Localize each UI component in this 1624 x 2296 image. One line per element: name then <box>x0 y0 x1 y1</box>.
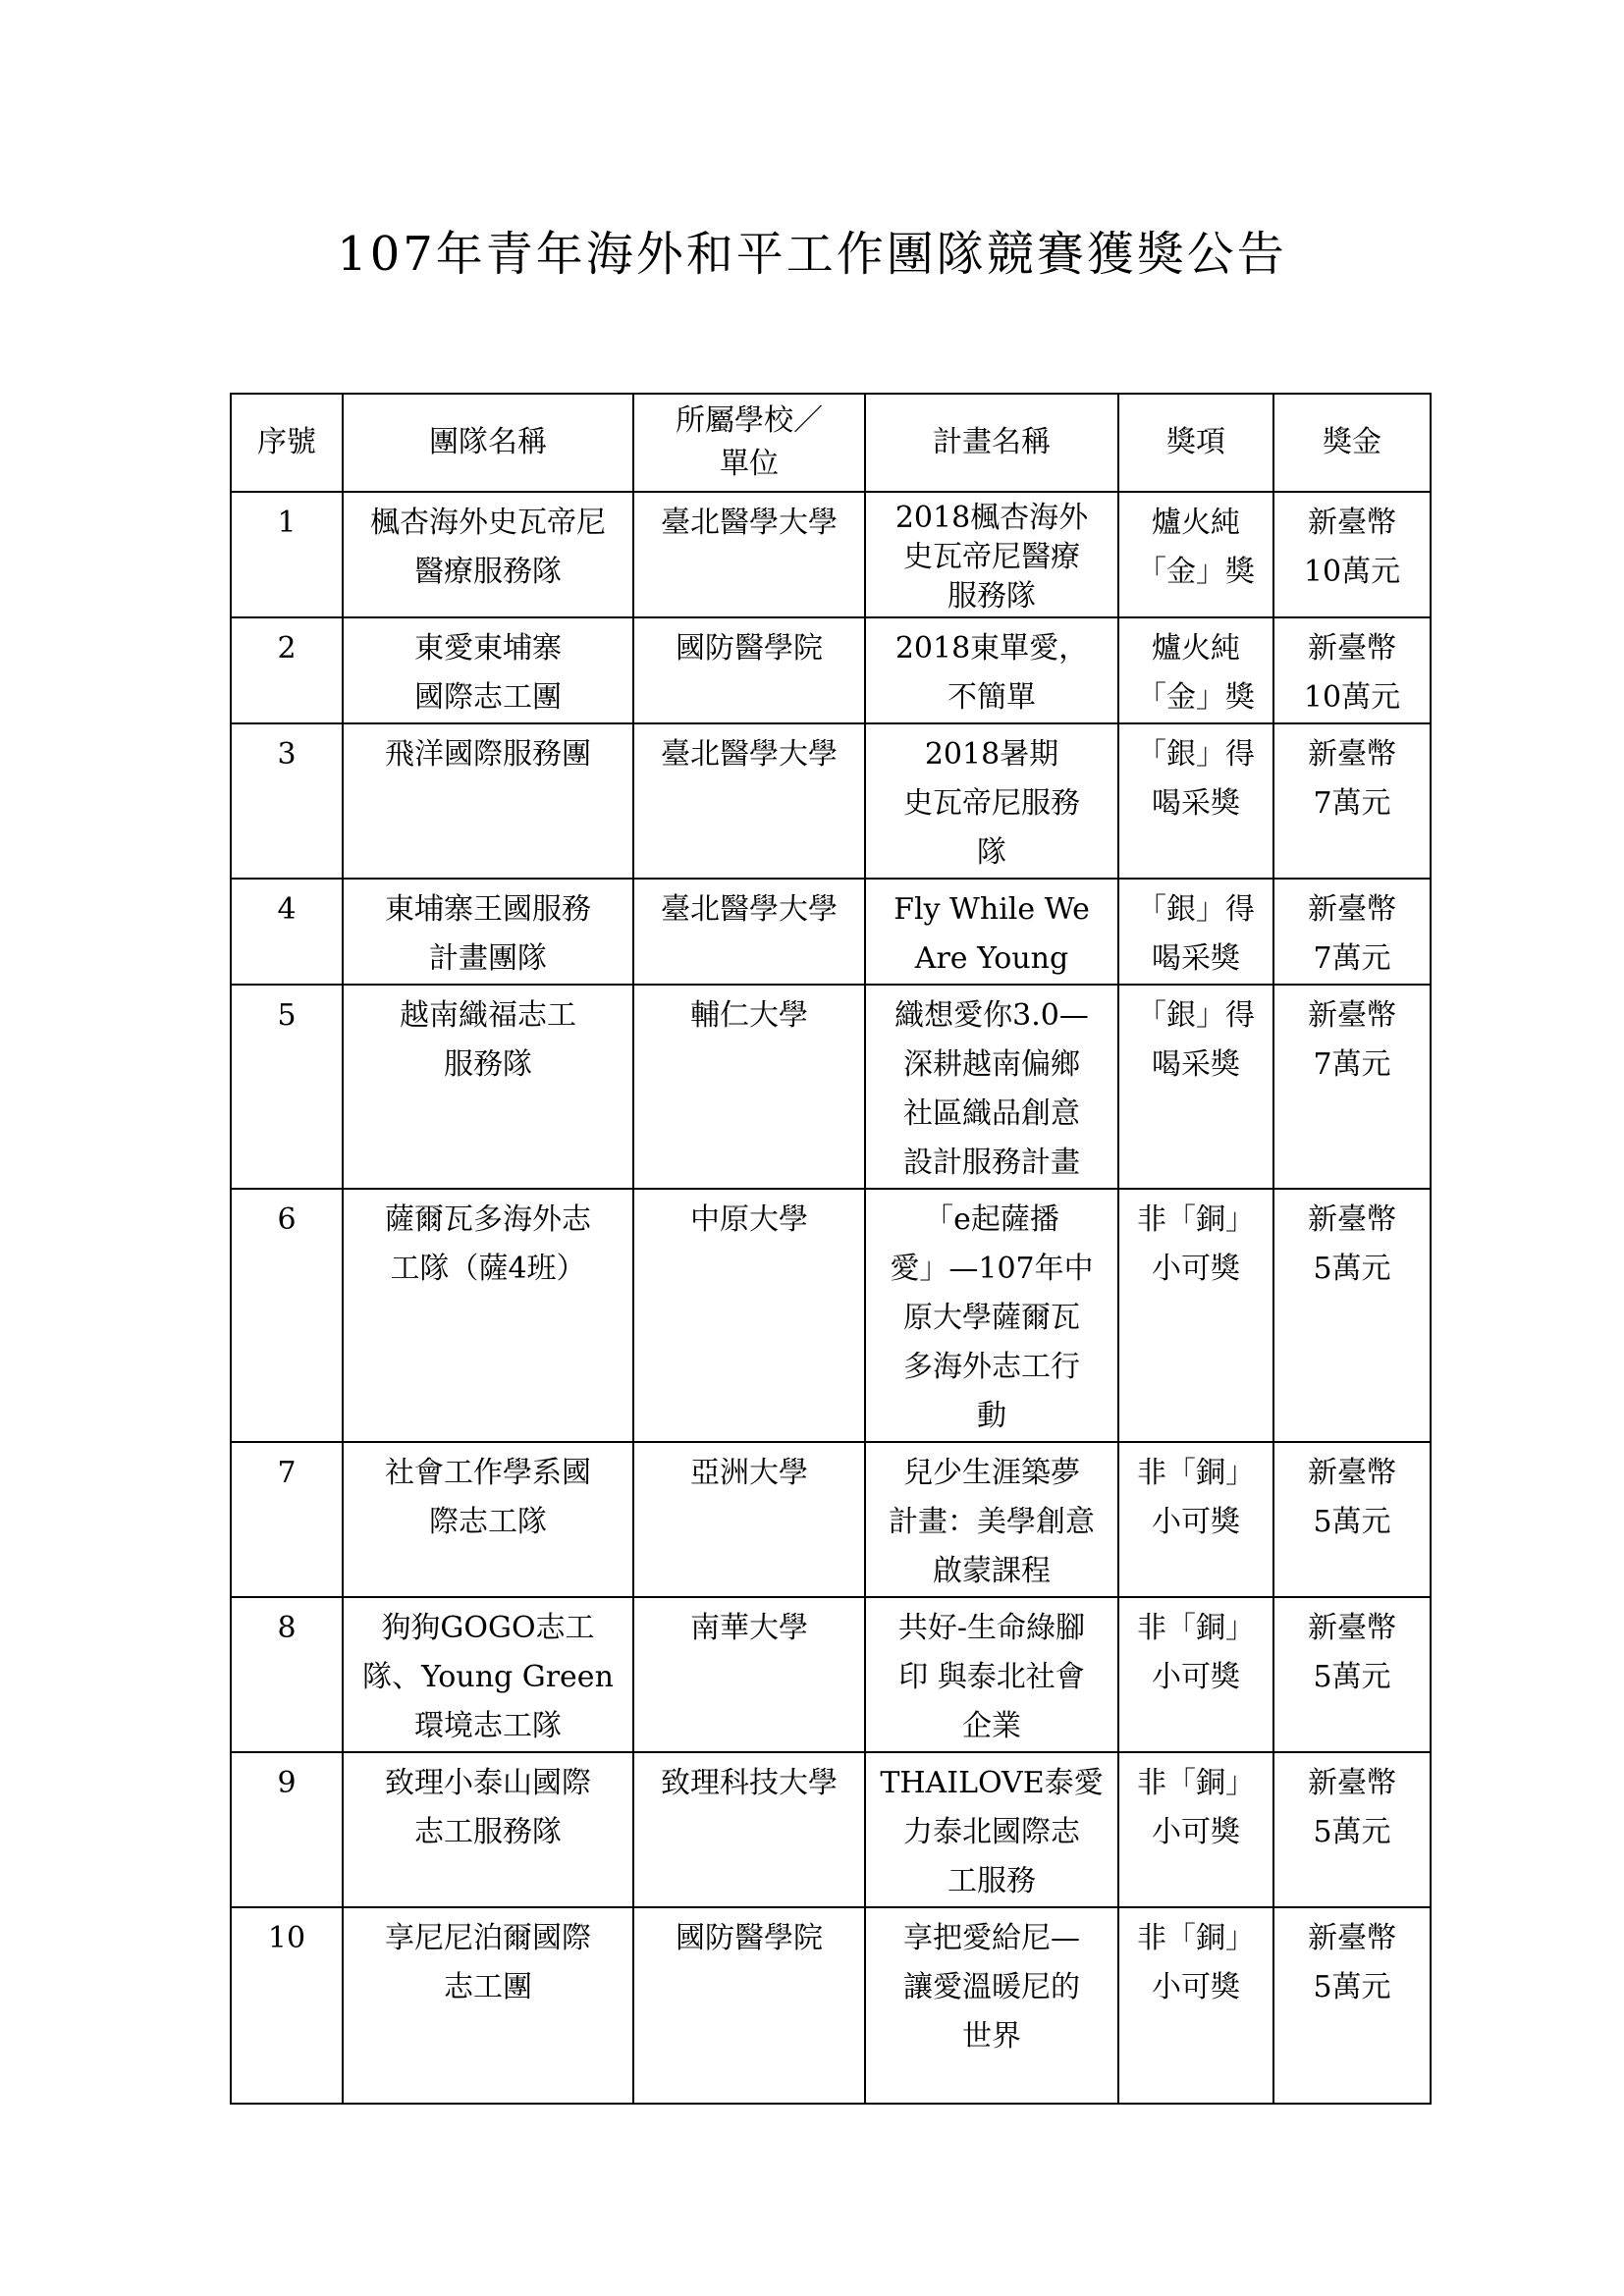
cell-prize: 新臺幣 7萬元 <box>1273 723 1431 879</box>
cell-plan: THAILOVE泰愛 力泰北國際志 工服務 <box>865 1752 1118 1907</box>
header-plan: 計畫名稱 <box>865 394 1118 492</box>
cell-award: 非「銅」 小可獎 <box>1118 1189 1273 1442</box>
header-award: 獎項 <box>1118 394 1273 492</box>
cell-team: 東埔寨王國服務 計畫團隊 <box>343 879 633 985</box>
cell-team: 薩爾瓦多海外志 工隊（薩4班） <box>343 1189 633 1442</box>
table-row <box>231 879 1431 985</box>
cell-award: 非「銅」 小可獎 <box>1118 1752 1273 1907</box>
cell-plan: Fly While We Are Young <box>865 879 1118 985</box>
cell-plan: 織想愛你3.0— 深耕越南偏鄉 社區織品創意 設計服務計畫 <box>865 985 1118 1189</box>
page-title: 107年青年海外和平工作團隊競賽獲獎公告 <box>337 227 1287 282</box>
cell-no: 8 <box>231 1597 343 1752</box>
cell-no: 9 <box>231 1752 343 1907</box>
table-row <box>231 1752 1431 1907</box>
cell-prize: 新臺幣 10萬元 <box>1273 492 1431 617</box>
cell-school: 臺北醫學大學 <box>633 492 865 617</box>
header-prize: 獎金 <box>1273 394 1431 492</box>
cell-prize: 新臺幣 5萬元 <box>1273 1189 1431 1442</box>
cell-award: 「銀」得 喝采獎 <box>1118 879 1273 985</box>
cell-team: 東愛東埔寨 國際志工團 <box>343 617 633 723</box>
table-row <box>231 1597 1431 1752</box>
table-row <box>231 1189 1431 1442</box>
awards-table <box>230 393 1432 2105</box>
cell-prize: 新臺幣 5萬元 <box>1273 1442 1431 1597</box>
cell-school: 輔仁大學 <box>633 985 865 1189</box>
cell-plan: 兒少生涯築夢 計畫：美學創意 啟蒙課程 <box>865 1442 1118 1597</box>
cell-award: 「銀」得 喝采獎 <box>1118 985 1273 1189</box>
table-body <box>231 492 1431 2104</box>
table-row <box>231 1442 1431 1597</box>
cell-school: 南華大學 <box>633 1597 865 1752</box>
cell-school: 中原大學 <box>633 1189 865 1442</box>
cell-team: 享尼尼泊爾國際 志工團 <box>343 1907 633 2104</box>
table-row <box>231 1907 1431 2104</box>
cell-no: 10 <box>231 1907 343 2104</box>
header-row <box>231 394 1431 492</box>
cell-no: 7 <box>231 1442 343 1597</box>
table-row <box>231 723 1431 879</box>
cell-award: 爐火純 「金」獎 <box>1118 617 1273 723</box>
header-team: 團隊名稱 <box>343 394 633 492</box>
cell-no: 3 <box>231 723 343 879</box>
cell-no: 1 <box>231 492 343 617</box>
cell-prize: 新臺幣 7萬元 <box>1273 879 1431 985</box>
cell-plan: 享把愛給尼— 讓愛溫暖尼的 世界 <box>865 1907 1118 2104</box>
cell-school: 致理科技大學 <box>633 1752 865 1907</box>
cell-award: 非「銅」 小可獎 <box>1118 1597 1273 1752</box>
cell-prize: 新臺幣 5萬元 <box>1273 1597 1431 1752</box>
cell-plan: 2018暑期 史瓦帝尼服務 隊 <box>865 723 1118 879</box>
cell-no: 2 <box>231 617 343 723</box>
cell-team: 致理小泰山國際 志工服務隊 <box>343 1752 633 1907</box>
cell-prize: 新臺幣 5萬元 <box>1273 1752 1431 1907</box>
cell-school: 國防醫學院 <box>633 617 865 723</box>
cell-prize: 新臺幣 5萬元 <box>1273 1907 1431 2104</box>
cell-plan: 2018東單愛， 不簡單 <box>865 617 1118 723</box>
table-row <box>231 617 1431 723</box>
cell-team: 社會工作學系國 際志工隊 <box>343 1442 633 1597</box>
cell-team: 楓杏海外史瓦帝尼 醫療服務隊 <box>343 492 633 617</box>
cell-award: 「銀」得 喝采獎 <box>1118 723 1273 879</box>
cell-school: 國防醫學院 <box>633 1907 865 2104</box>
table-row <box>231 985 1431 1189</box>
cell-school: 亞洲大學 <box>633 1442 865 1597</box>
cell-no: 5 <box>231 985 343 1189</box>
cell-plan: 2018楓杏海外 史瓦帝尼醫療 服務隊 <box>865 492 1118 617</box>
cell-team: 越南織福志工 服務隊 <box>343 985 633 1189</box>
cell-award: 非「銅」 小可獎 <box>1118 1442 1273 1597</box>
cell-award: 非「銅」 小可獎 <box>1118 1907 1273 2104</box>
cell-award: 爐火純 「金」獎 <box>1118 492 1273 617</box>
cell-prize: 新臺幣 10萬元 <box>1273 617 1431 723</box>
cell-no: 4 <box>231 879 343 985</box>
cell-prize: 新臺幣 7萬元 <box>1273 985 1431 1189</box>
cell-team: 飛洋國際服務團 <box>343 723 633 879</box>
cell-plan: 共好-生命綠腳 印 與泰北社會 企業 <box>865 1597 1118 1752</box>
cell-school: 臺北醫學大學 <box>633 879 865 985</box>
table-row <box>231 492 1431 617</box>
cell-team: 狗狗GOGO志工 隊、Young Green 環境志工隊 <box>343 1597 633 1752</box>
header-school: 所屬學校／ 單位 <box>633 394 865 492</box>
header-no: 序號 <box>231 394 343 492</box>
cell-school: 臺北醫學大學 <box>633 723 865 879</box>
cell-plan: 「e起薩播 愛」—107年中 原大學薩爾瓦 多海外志工行 動 <box>865 1189 1118 1442</box>
cell-no: 6 <box>231 1189 343 1442</box>
